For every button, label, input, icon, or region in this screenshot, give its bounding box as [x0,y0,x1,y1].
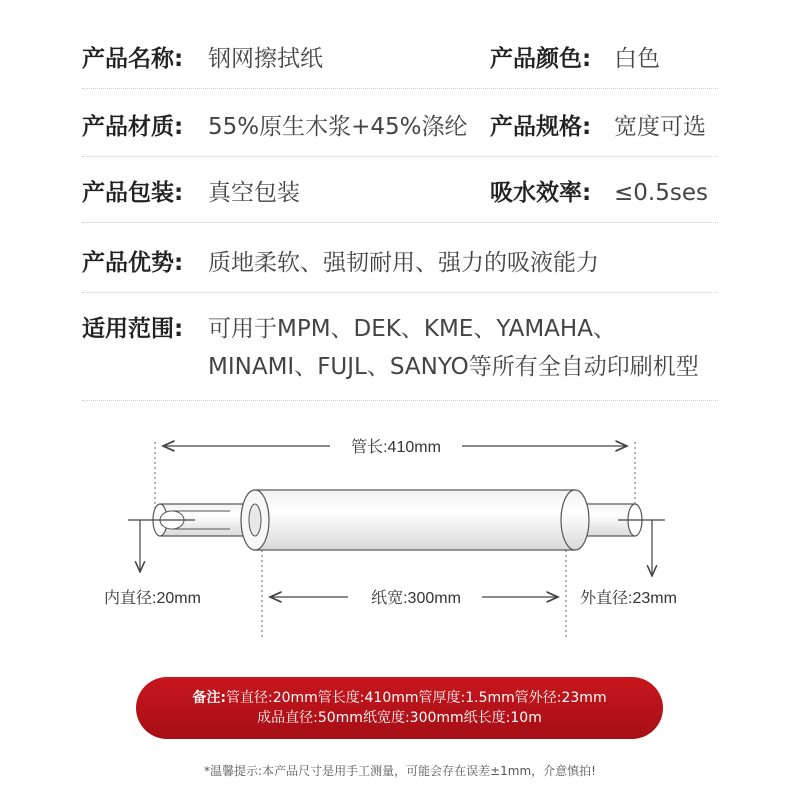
name-value: 钢网擦拭纸 [208,46,323,72]
paper-roll-right-face [561,490,589,550]
paper-roll [255,490,575,550]
note-text-2: 成品直径:50mm纸宽度:300mm纸长度:10m [257,710,542,726]
scope-value: 可用于MPM、DEK、KME、YAMAHA、MINAMI、FUJL、SANYO等所有全自动印刷机型 [208,316,699,380]
color-value: 白色 [614,46,660,72]
note-box [136,677,663,739]
advantage-label: 产品优势: [82,250,184,276]
inner-diameter-label: 内直径:20mm [104,590,201,607]
paper-roll-core-hole [249,504,261,536]
package-value: 真空包装 [208,180,300,206]
warm-tip: *温馨提示:本产品尺寸是用手工测量，可能会存在误差±1mm，介意慎拍! [204,764,596,778]
tube-length-label: 管长:410mm [351,439,441,456]
material-label: 产品材质: [82,114,184,140]
spec-value: 宽度可选 [614,114,706,140]
absorb-value: ≤0.5ses [614,180,708,206]
package-label: 产品包装: [82,180,184,206]
note-text-1: 管直径:20mm管长度:410mm管厚度:1.5mm管外径:23mm [226,690,607,706]
color-label: 产品颜色: [490,46,592,72]
scope-label: 适用范围: [82,316,184,342]
outer-diameter-label: 外直径:23mm [580,590,677,607]
spec-row-2 [82,106,718,157]
material-value: 55%原生木浆+45%涤纶 [208,114,468,140]
absorb-label: 吸水效率: [490,180,592,206]
advantage-value: 质地柔软、强韧耐用、强力的吸液能力 [208,250,599,276]
spec-row-5 [82,310,718,401]
note-line-1 [136,688,663,708]
note-title: 备注: [192,690,226,706]
tube-diagram [0,400,800,650]
name-label: 产品名称: [82,46,184,72]
spec-label: 产品规格: [490,114,592,140]
spec-row-1 [82,38,718,89]
spec-row-4 [82,240,718,293]
spec-row-3 [82,172,718,223]
paper-width-label: 纸宽:300mm [371,590,461,607]
